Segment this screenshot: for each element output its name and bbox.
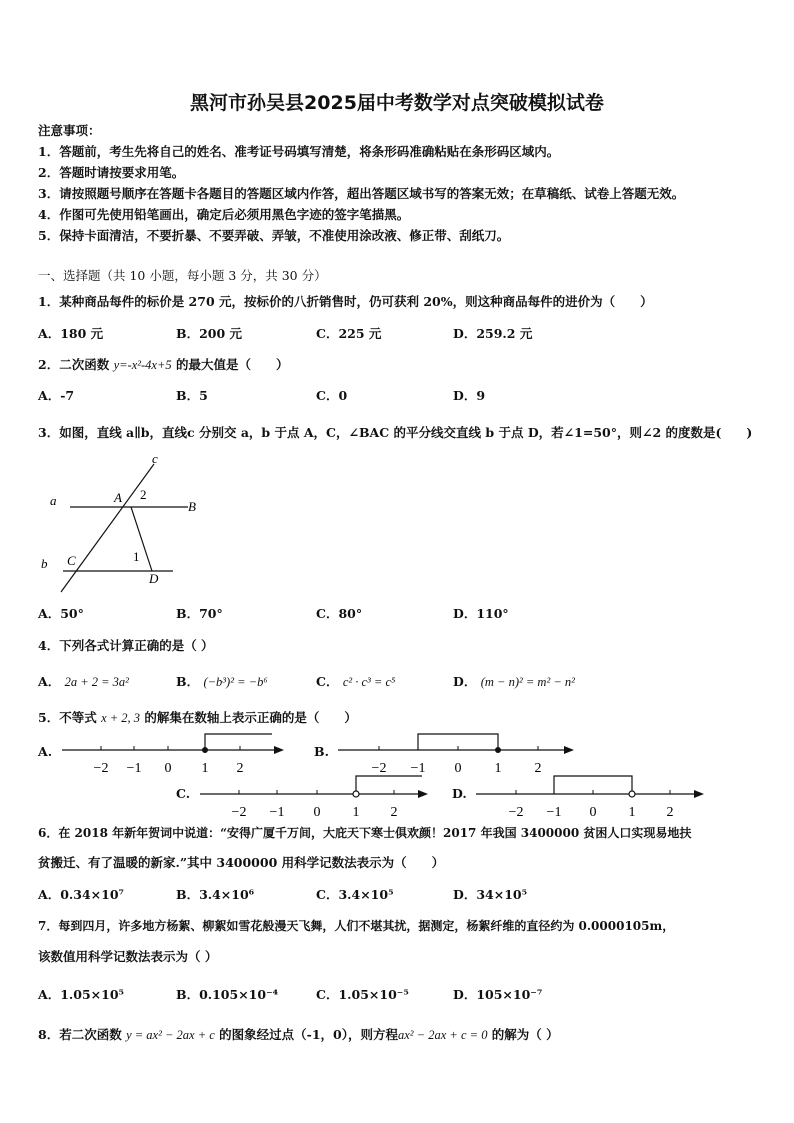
svg-text:−2: −2 bbox=[371, 761, 387, 776]
q5-option-d-label: D. bbox=[452, 786, 467, 801]
svg-text:−2: −2 bbox=[508, 805, 524, 820]
q2-option-d: D．9 bbox=[453, 388, 486, 403]
svg-text:0: 0 bbox=[313, 805, 321, 820]
svg-text:−2: −2 bbox=[231, 805, 247, 820]
notice-item-2: 2．答题时请按要求用笔。 bbox=[38, 165, 185, 180]
q6-option-c: C．3.4×10⁵ bbox=[316, 887, 394, 902]
svg-text:2: 2 bbox=[236, 761, 244, 776]
q5-number-line-b bbox=[334, 730, 580, 778]
svg-text:0: 0 bbox=[589, 805, 597, 820]
q4-option-a: A． 2a + 2 = 3a² bbox=[38, 674, 129, 689]
q3-option-a: A．50° bbox=[38, 606, 84, 621]
svg-text:1: 1 bbox=[628, 805, 636, 820]
svg-text:1: 1 bbox=[494, 761, 502, 776]
q2-option-a: A．-7 bbox=[38, 388, 75, 403]
svg-text:−2: −2 bbox=[93, 761, 109, 776]
q4-stem: 4．下列各式计算正确的是（ ） bbox=[38, 638, 214, 653]
svg-text:2: 2 bbox=[390, 805, 398, 820]
q7-stem-line1: 7．每到四月，许多地方杨絮、柳絮如雪花般漫天飞舞，人们不堪其扰，据测定，杨絮纤维的直径约为 0.0000105m， bbox=[38, 919, 675, 933]
notice-item-3: 3．请按照题号顺序在答题卡各题目的答题区域内作答，超出答题区域书写的答案无效；在草稿纸、试卷上答题无效。 bbox=[38, 186, 685, 201]
q5-stem: 5．不等式 x + 2, 3 的解集在数轴上表示正确的是（ ） bbox=[38, 710, 357, 725]
label-angle-2: 2 bbox=[140, 487, 147, 502]
notice-heading: 注意事项： bbox=[38, 123, 101, 138]
label-b: b bbox=[41, 556, 48, 571]
q3-option-c: C．80° bbox=[316, 606, 363, 621]
q5-option-b-label: B. bbox=[314, 744, 329, 759]
q8-stem: 8．若二次函数 y = ax² − 2ax + c 的图象经过点（-1，0），则方程ax² − 2ax + c = 0 的解为（ ） bbox=[38, 1027, 559, 1042]
notice-item-1: 1．答题前，考生先将自己的姓名、准考证号码填写清楚，将条形码准确粘贴在条形码区域内。 bbox=[38, 144, 560, 159]
svg-text:−1: −1 bbox=[126, 761, 142, 776]
q5-option-a-label: A. bbox=[38, 744, 53, 759]
label-c: c bbox=[152, 451, 158, 466]
svg-text:−1: −1 bbox=[410, 761, 426, 776]
q7-option-a: A．1.05×10⁵ bbox=[38, 987, 124, 1002]
q1-option-a: A．180 元 bbox=[38, 326, 104, 341]
q5-number-line-d bbox=[472, 772, 712, 820]
label-B: B bbox=[188, 499, 196, 514]
section-heading: 一、选择题（共 10 小题，每小题 3 分，共 30 分） bbox=[38, 268, 327, 283]
q3-option-d: D．110° bbox=[453, 606, 509, 621]
q6-option-a: A．0.34×10⁷ bbox=[38, 887, 124, 902]
q6-option-b: B．3.4×10⁶ bbox=[176, 887, 255, 902]
q2-option-c: C．0 bbox=[316, 388, 348, 403]
label-angle-1: 1 bbox=[133, 549, 140, 564]
label-C: C bbox=[67, 553, 76, 568]
q2-stem: 2．二次函数 y=-x²-4x+5 的最大值是（ ） bbox=[38, 357, 289, 372]
q4-option-d: D． (m − n)² = m² − n² bbox=[453, 674, 575, 689]
q7-stem-line2: 该数值用科学记数法表示为（ ） bbox=[38, 949, 218, 964]
q6-stem-line1: 6．在 2018 年新年贺词中说道：“安得广厦千万间，大庇天下寒士俱欢颜！2017 年我国 3400000 贫困人口实现易地扶 bbox=[38, 826, 692, 840]
q1-stem: 1．某种商品每件的标价是 270 元，按标价的八折销售时，仍可获利 20%，则这种商品每件的进价为（ ） bbox=[38, 294, 653, 309]
notice-item-5: 5．保持卡面清洁，不要折暴、不要弄破、弄皱，不准使用涂改液、修正带、刮纸刀。 bbox=[38, 228, 510, 243]
q5-option-c-label: C. bbox=[176, 786, 191, 801]
q6-option-d: D．34×10⁵ bbox=[453, 887, 528, 902]
svg-text:−1: −1 bbox=[269, 805, 285, 820]
svg-text:2: 2 bbox=[534, 761, 542, 776]
q1-option-b: B．200 元 bbox=[176, 326, 243, 341]
svg-text:−1: −1 bbox=[546, 805, 562, 820]
q5-number-line-c bbox=[196, 772, 436, 820]
q4-option-b: B． (−b³)² = −b⁶ bbox=[176, 674, 268, 689]
label-a: a bbox=[50, 493, 57, 508]
q4-option-c: C． c² · c³ = c⁵ bbox=[316, 674, 396, 689]
q7-option-d: D．105×10⁻⁷ bbox=[453, 987, 543, 1002]
q3-figure bbox=[38, 448, 208, 598]
q7-option-c: C．1.05×10⁻⁵ bbox=[316, 987, 409, 1002]
svg-text:1: 1 bbox=[352, 805, 360, 820]
q3-stem: 3．如图，直线 a∥b，直线c 分别交 a，b 于点 A，C，∠BAC 的平分线交直线 b 于点 D，若∠1=50°，则∠2 的度数是( ) bbox=[38, 425, 753, 440]
q5-number-line-a bbox=[58, 730, 288, 778]
label-A: A bbox=[114, 490, 122, 505]
page-title: 黑河市孙吴县2025届中考数学对点突破模拟试卷 bbox=[190, 92, 604, 114]
label-D: D bbox=[149, 571, 159, 586]
q1-option-c: C．225 元 bbox=[316, 326, 382, 341]
svg-text:0: 0 bbox=[164, 761, 172, 776]
svg-text:2: 2 bbox=[666, 805, 674, 820]
svg-text:1: 1 bbox=[201, 761, 209, 776]
svg-text:0: 0 bbox=[454, 761, 462, 776]
notice-item-4: 4．作图可先使用铅笔画出，确定后必须用黑色字迹的签字笔描黑。 bbox=[38, 207, 410, 222]
q3-option-b: B．70° bbox=[176, 606, 223, 621]
q7-option-b: B．0.105×10⁻⁴ bbox=[176, 987, 279, 1002]
q6-stem-line2: 贫搬迁、有了温暖的新家.”其中 3400000 用科学记数法表示为（ ） bbox=[38, 855, 445, 870]
q2-option-b: B．5 bbox=[176, 388, 208, 403]
q1-option-d: D．259.2 元 bbox=[453, 326, 533, 341]
